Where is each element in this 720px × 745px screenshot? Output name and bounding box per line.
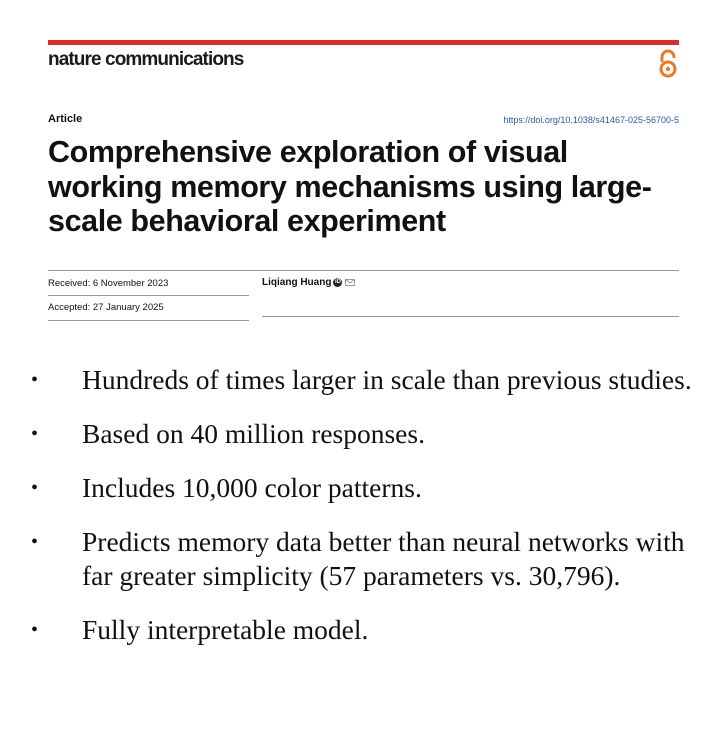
bullet-item (0, 525, 720, 593)
metadata-divider (48, 295, 249, 296)
bullet-item (0, 613, 720, 647)
bullet-symbol: • (31, 369, 39, 391)
open-access-icon (657, 49, 679, 79)
bullet-item (0, 417, 720, 451)
journal-name: nature communications (48, 49, 244, 70)
bullet-text: Includes 10,000 color patterns. (82, 472, 422, 503)
article-title: Comprehensive exploration of visual working memory mechanisms using large-scale behavioral experiment (48, 135, 652, 238)
mail-icon[interactable] (345, 279, 355, 286)
bullet-text: Fully interpretable model. (82, 614, 369, 645)
received-date: Received: 6 November 2023 (48, 278, 169, 289)
metadata-top-rule (48, 270, 679, 271)
bullet-text: Based on 40 million responses. (82, 418, 425, 449)
metadata-divider (48, 320, 249, 321)
bullet-symbol: • (31, 619, 39, 641)
bullet-symbol: • (31, 423, 39, 445)
bullet-text: Hundreds of times larger in scale than previous studies. (82, 364, 692, 395)
author-line (262, 277, 355, 288)
bullet-item (0, 471, 720, 505)
bullet-text: Predicts memory data better than neural networks with far greater simplicity (57 parameters vs. 30,796). (82, 526, 685, 591)
accepted-date: Accepted: 27 January 2025 (48, 302, 164, 313)
doi-link[interactable]: https://doi.org/10.1038/s41467-025-56700-5 (503, 115, 679, 125)
bullet-item (0, 363, 720, 397)
author-name[interactable]: Liqiang Huang (262, 277, 332, 288)
bullet-symbol: • (31, 477, 39, 499)
header-accent-rule (48, 40, 679, 45)
bullet-symbol: • (31, 531, 39, 553)
author-rule (262, 316, 679, 317)
article-type: Article (48, 113, 83, 125)
orcid-icon[interactable]: iD (334, 279, 341, 285)
summary-bullets (0, 363, 720, 667)
